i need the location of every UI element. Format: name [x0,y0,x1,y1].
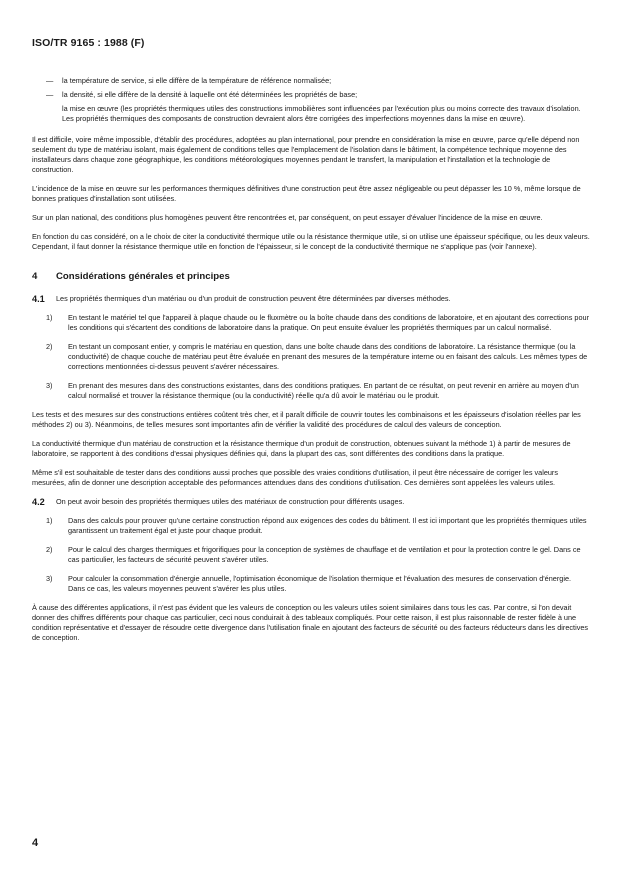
item-number: 2) [46,545,53,554]
item-text: Pour le calcul des charges thermiques et frigorifiques pour la conception de systèmes de chauffage et de ventilation et pour la protection contre le gel. Dans ce cas particulier, les facteurs de sécurité peuvent s'avérer utiles. [68,545,581,564]
paragraph: Il est difficile, voire même impossible, d'établir des procédures, adoptées au plan international, pour prendre en considération la mise en œuvre, parce qu'elle dépend non seulement du type de matériau isolant, mais également de conditions telles que l'emplacement de l'isolation dans le bâtiment, la compétence technique moyenne des installateurs dans chaque zone géographique, les conditions météorologiques moyennes pendant le transfert, la manipulation et l'installation et la technologie de construction. [32,135,580,174]
document-body [32,76,590,652]
paragraph: Même s'il est souhaitable de tester dans des conditions aussi proches que possible des vraies conditions d'utilisation, il peut être nécessaire de corriger les valeurs mesurées, afin de donner une description acceptable des peformances attendues dans des conditions d'utilisation. Ces dernières sont appelées les valeurs utiles. [32,468,559,487]
item-number: 1) [46,516,53,525]
subsection-4-1 [32,294,590,304]
section-title: Considérations générales et principes [56,271,230,282]
paragraph: Les tests et des mesures sur des constructions entières coûtent très cher, et il paraît difficile de couvrir toutes les combinaisons et les épaisseurs d'isolation réelles par les méthodes 2) ou 3). Néanmoins, de telles mesures sont importantes afin de vérifier la validité des procédures de calcul des valeurs de conception. [32,410,581,429]
section-heading [32,272,590,282]
document-header: ISO/TR 9165 : 1988 (F) [32,37,145,49]
paragraph: La conductivité thermique d'un matériau de construction et la résistance thermique d'un produit de construction, obtenues suivant la méthode 1) à partir de mesures de laboratoire, se rapportent à des conditions d'essai physiques définies qui, dans la plupart des cas, sont différentes des conditions dans la pratique. [32,439,571,458]
subsection-intro: Les propriétés thermiques d'un matériau ou d'un produit de construction peuvent être déterminées par diverses méthodes. [56,294,451,303]
numbered-item [32,574,590,594]
numbered-item [32,313,590,333]
paragraph: L'incidence de la mise en œuvre sur les performances thermiques définitives d'une construction peut être assez négligeable ou peut dépasser les 10 %, même lorsque de bonnes pratiques d'installation sont utilisées. [32,184,581,203]
item-number: 3) [46,381,53,390]
subsection-intro: On peut avoir besoin des propriétés thermiques utiles des matériaux de construction pour différents usages. [56,497,405,506]
page-number: 4 [32,837,39,849]
paragraph: En fonction du cas considéré, on a le choix de citer la conductivité thermique utile ou la résistance thermique utile, si on utilise une épaisseur spécifique, ou les deux valeurs. Cependant, il faut donner la résistance thermique utile en fonction de l'épaisseur, si le concept de la conductivité thermique ne s'applique pas (voir l'annexe). [32,232,590,251]
item-text: Dans des calculs pour prouver qu'une certaine construction répond aux exigences des codes du bâtiment. Il est ici important que les propriétés thermiques utiles garantissent un traitement égal et juste pour chaque produit. [68,516,587,535]
section-number: 4 [32,271,38,282]
numbered-item [32,342,590,372]
dash-bullet: — [46,76,54,85]
bullet-text: la température de service, si elle diffère de la température de référence normalisée; [62,76,332,85]
item-number: 2) [46,342,53,351]
numbered-item [32,381,590,401]
bullet-text: la densité, si elle diffère de la densité à laquelle ont été déterminées les propriétés de base; [62,90,358,99]
item-text: En prenant des mesures dans des constructions existantes, dans des conditions pratiques. En partant de ce résultat, on peut revenir en arrière au moyen d'un calcul normalisé et trouver la résistance thermique (ou la conductivité) réelle qu'a dû avoir le matériau ou le produit. [68,381,579,400]
dash-bullet: — [46,90,54,99]
numbered-item [32,545,590,565]
subsection-number: 4.1 [32,294,45,304]
item-text: Pour calculer la consommation d'énergie annuelle, l'optimisation économique de l'isolation thermique et l'évaluation des mesures de conservation d'énergie. Dans ce cas, les valeurs moyennes peuvent s'avérer les plus utiles. [68,574,572,593]
numbered-item [32,516,590,536]
paragraph: À cause des différentes applications, il n'est pas évident que les valeurs de conception ou les valeurs utiles soient similaires dans tous les cas. Par contre, si l'on devait donner des chiffres différents pour chaque cas particulier, ceci nous conduirait à des tableaux compliqués. Pour cette raison, il est plus raisonnable de rester fidèle à une condition représentative et d'essayer de résoudre cette divergence dans l'utilisation finale en ajoutant des facteurs de sécurité ou des facteurs réducteurs dans les directives de conception. [32,603,589,642]
subsection-4-2 [32,497,590,507]
item-text: En testant un composant entier, y compris le matériau en question, dans une boîte chaude dans des conditions de laboratoire. La résistance thermique (ou la conductivité) de chaque couche de matériau peut être évaluée en prenant des mesures de la température interne ou en faisant des calculs. Les mêmes types de corrections mentionnées ci-dessus peuvent s'avérer nécessaires. [68,342,588,371]
indented-paragraph: la mise en œuvre (les propriétés thermiques utiles des constructions immobilières sont influencées par l'exécution plus ou moins correcte des travaux d'isolation. Les propriétés thermiques des composants de construction devraient alors être corrigées des imperfections moyennes dans la mise en œuvre). [62,104,581,123]
item-text: En testant le matériel tel que l'appareil à plaque chaude ou le fluxmètre ou la boîte chaude dans des conditions de laboratoire, et en ajoutant des corrections pour les conditions qui s'écartent des conditions de laboratoire dans la pratique. On peut ensuite évaluer les propriétés thermiques par un calcul normalisé. [68,313,590,332]
subsection-number: 4.2 [32,497,45,507]
item-number: 1) [46,313,53,322]
paragraph: Sur un plan national, des conditions plus homogènes peuvent être rencontrées et, par conséquent, on peut essayer d'évaluer l'incidence de la mise en œuvre. [32,213,543,222]
bullet-item [32,76,590,86]
item-number: 3) [46,574,53,583]
bullet-item [32,90,590,100]
